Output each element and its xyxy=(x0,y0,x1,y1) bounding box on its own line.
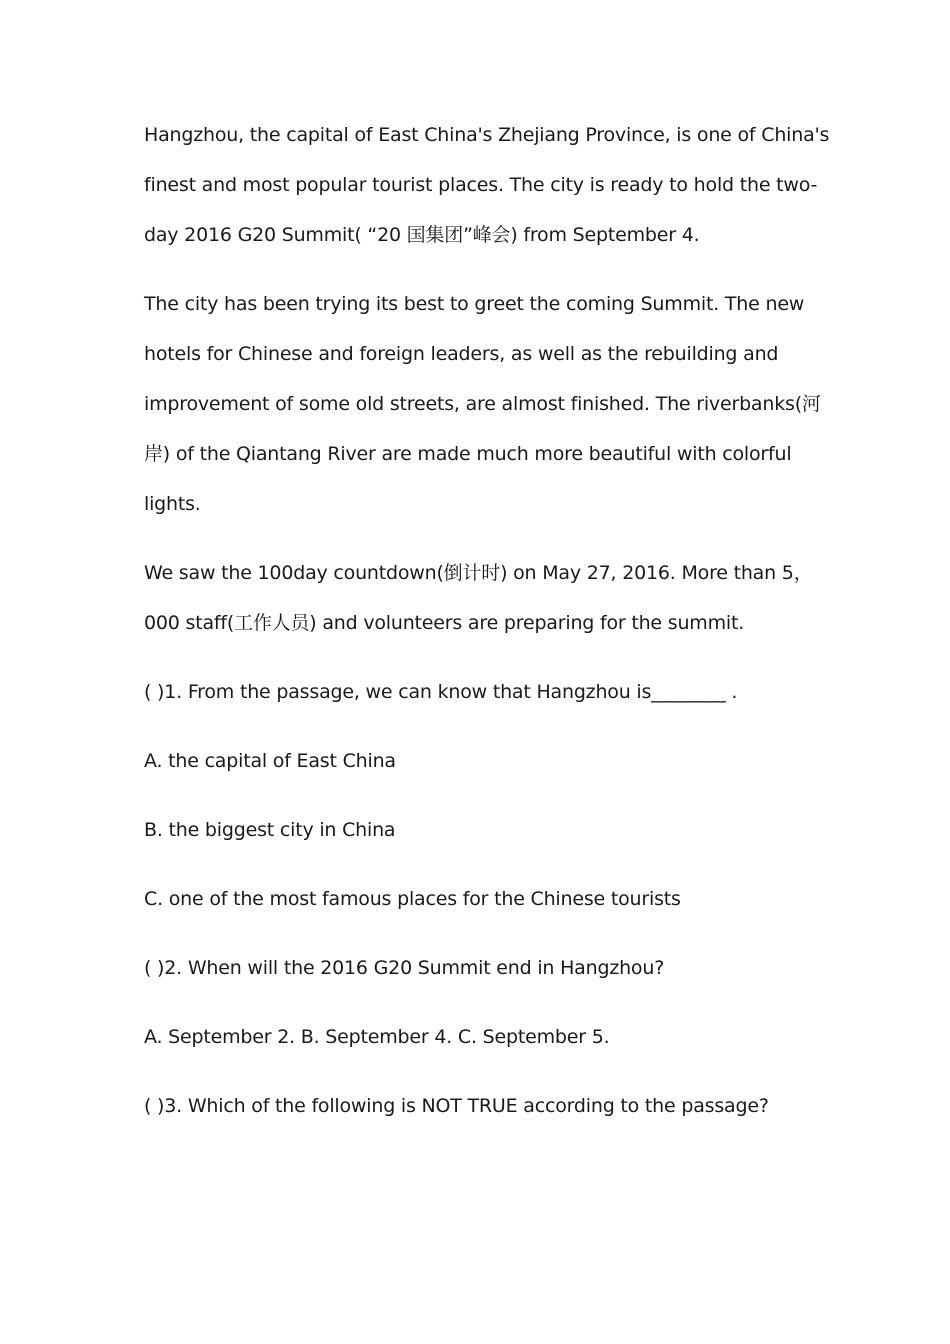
question-2-options: A. September 2. B. September 4. C. September 5. xyxy=(144,1026,610,1048)
text-line: improvement of some old streets, are almost finished. The riverbanks(河 xyxy=(144,393,821,415)
text-line: 岸) of the Qiantang River are made much more beautiful with colorful xyxy=(144,443,792,465)
passage-paragraph-3 xyxy=(144,548,812,648)
text-line: lights. xyxy=(144,493,201,515)
text-line: hotels for Chinese and foreign leaders, as well as the rebuilding and xyxy=(144,343,779,365)
text-line: The city has been trying its best to greet the coming Summit. The new xyxy=(144,293,805,315)
text-line: 000 staff(工作人员) and volunteers are preparing for the summit. xyxy=(144,612,745,634)
text-line: day 2016 G20 Summit( “20 国集团”峰会) from September 4. xyxy=(144,224,700,246)
text-line: We saw the 100day countdown(倒计时) on May 27, 2016. More than 5， xyxy=(144,562,813,584)
document-content xyxy=(144,110,830,1150)
passage-paragraph-1 xyxy=(144,110,830,260)
question-1-option-b: B. the biggest city in China xyxy=(144,819,396,841)
question-3-stem: ( )3. Which of the following is NOT TRUE according to the passage? xyxy=(144,1095,769,1117)
question-1-stem: ( )1. From the passage, we can know that Hangzhou is________ . xyxy=(144,681,738,703)
passage-paragraph-2 xyxy=(144,279,821,529)
text-line: finest and most popular tourist places. The city is ready to hold the two- xyxy=(144,174,818,196)
question-1-option-a: A. the capital of East China xyxy=(144,750,396,772)
text-line: Hangzhou, the capital of East China's Zhejiang Province, is one of China's xyxy=(144,124,830,146)
question-1-option-c: C. one of the most famous places for the Chinese tourists xyxy=(144,888,681,910)
question-2-stem: ( )2. When will the 2016 G20 Summit end in Hangzhou? xyxy=(144,957,665,979)
